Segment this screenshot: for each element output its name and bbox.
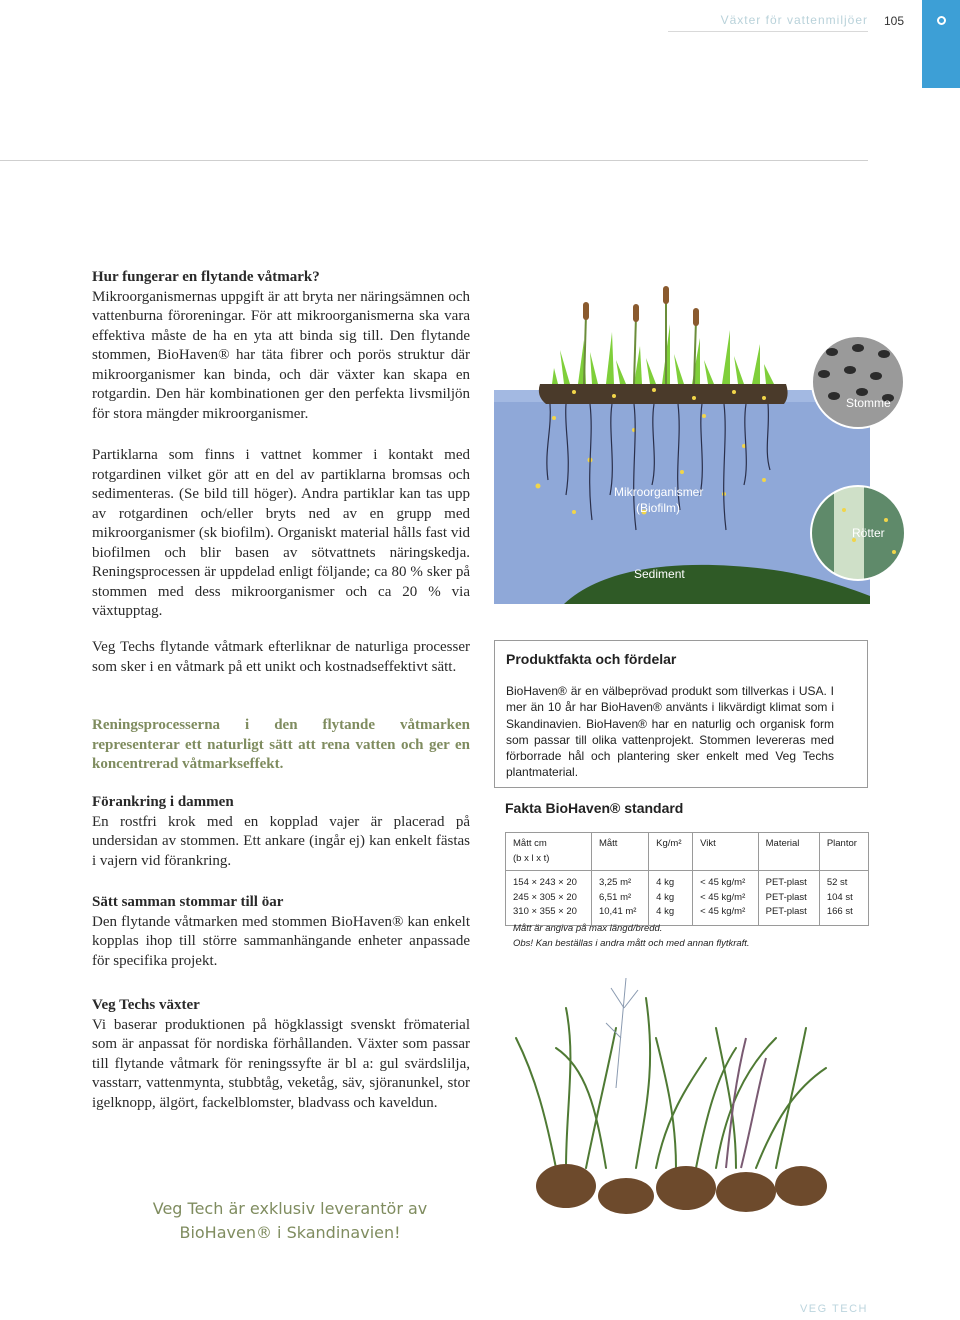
- table-header-row: [506, 833, 869, 871]
- circle-icon: [937, 16, 946, 25]
- product-facts-box: [494, 640, 868, 788]
- header-dimensions: Mått cm (b x l x t): [506, 833, 592, 871]
- particles-block: [92, 446, 470, 622]
- label-microorganisms: Mikroorganismer: [614, 485, 704, 499]
- particles-paragraph: Partiklarna som finns i vattnet kommer i kontakt med rotgardinen vilket gör att en del av partiklarna bromsas och sedimenteras. (Se bild till höger). Andra partiklar kan tas upp av rotgardinen och/eller bryts ned av en grupp med mikroorganismer (sk biofilm). Organiskt material hålls fast vid biofilmen och blir basen av sötvattnets näringskedja. Reningsprocessen är uppdelad enligt följande; ca 80 % sker på stommen med dess mikroorganismer och ca 20 % via växtupptag.: [92, 447, 470, 619]
- table-row: [506, 905, 869, 925]
- page-number: 105: [884, 14, 905, 28]
- intro-heading: Hur fungerar en flytande våtmark?: [92, 269, 320, 285]
- plants-heading: Veg Techs växter: [92, 997, 200, 1013]
- intro-paragraph: Mikroorganismernas uppgift är att bryta ner näringsämnen och vattenburna föroreningar. För att mikroorganismerna ska vara effektiva måste de ha en yta att binda sig till. Den flytande stommen, BioHaven® har täta fibrer och porös struktur där mikroorganismer kan binda, och där växter kan skapa en rotgardin. Den här kombinationen ger den perfekta livsmiljön för stora mängder mikroorganismer.: [92, 288, 470, 422]
- islands-heading: Sätt samman stommar till öar: [92, 894, 284, 910]
- table-cell: PET-plast: [758, 891, 819, 906]
- header-material: Material: [758, 833, 819, 871]
- facts-note-dimensions: Mått är angiva på max längd/bredd.: [513, 923, 663, 934]
- header-divider: [668, 31, 868, 32]
- section-title: Växter för vattenmiljöer: [720, 13, 868, 27]
- anchoring-heading: Förankring i dammen: [92, 794, 234, 810]
- table-cell: 104 st: [819, 891, 868, 906]
- label-stomme: Stomme: [846, 396, 891, 410]
- table-cell: 4 kg: [649, 905, 693, 925]
- table-cell: 245 × 305 × 20: [506, 891, 592, 906]
- table-cell: < 45 kg/m²: [693, 891, 759, 906]
- table-cell: 3,25 m²: [591, 871, 648, 891]
- quote-block: [92, 716, 470, 775]
- table-cell: 154 × 243 × 20: [506, 871, 592, 891]
- table-row: [506, 891, 869, 906]
- tagline: Veg Tech är exklusiv leverantör av BioHaven® i Skandinavien!: [152, 1199, 428, 1242]
- table-cell: 10,41 m²: [591, 905, 648, 925]
- table-row: [506, 871, 869, 891]
- intro-block: [92, 268, 470, 424]
- table-cell: 166 st: [819, 905, 868, 925]
- plants-photo: [496, 968, 872, 1218]
- pull-quote: Reningsprocesserna i den flytande våtmarken representerar ett naturligt sätt att rena vatten och ger en koncentrerad våtmarkseffekt.: [92, 717, 470, 772]
- table-cell: 6,51 m²: [591, 891, 648, 906]
- vegtech-paragraph: Veg Techs flytande våtmark efterliknar de naturliga processer som sker i en våtmark på ett unikt och kostnadseffektivt sätt.: [92, 639, 470, 675]
- table-cell: 52 st: [819, 871, 868, 891]
- anchoring-block: [92, 793, 470, 871]
- table-cell: 4 kg: [649, 891, 693, 906]
- table-cell: 310 × 355 × 20: [506, 905, 592, 925]
- table-cell: < 45 kg/m²: [693, 871, 759, 891]
- facts-title: Fakta BioHaven® standard: [505, 800, 684, 816]
- top-divider: [0, 160, 868, 161]
- label-roots: Rötter: [852, 526, 885, 540]
- plants-paragraph: Vi baserar produktionen på högklassigt svenskt frömaterial som är anpassat för nordiska förhållanden. Växter som passar till flytande våtmark för reningssyfte är bl a: gul svärdslilja, vasstarr, vattenmynta, stubbtåg, veketåg, säv, sjöranunkel, stor igelknopp, älgört, fackelblomster, bladvass och kaveldun.: [92, 1016, 470, 1111]
- table-cell: < 45 kg/m²: [693, 905, 759, 925]
- header-area: Mått: [591, 833, 648, 871]
- floating-mat: [539, 384, 788, 404]
- plants-block: [92, 996, 470, 1113]
- section-tab: [922, 0, 960, 88]
- product-box-title: Produktfakta och fördelar: [506, 651, 677, 667]
- facts-note-order: Obs! Kan beställas i andra mått och med annan flytkraft.: [513, 938, 750, 949]
- vegtech-block: [92, 638, 470, 677]
- label-sediment: Sediment: [634, 567, 685, 581]
- islands-paragraph: Den flytande våtmarken med stommen BioHaven® kan enkelt kopplas ihop till större sammanhängande enheter anpassade för specifika projekt.: [92, 913, 470, 969]
- header-plants: Plantor: [819, 833, 868, 871]
- table-cell: 4 kg: [649, 871, 693, 891]
- label-biofilm: (Biofilm): [636, 501, 680, 515]
- footer-brand: VEG TECH: [799, 1303, 868, 1315]
- product-box-text: BioHaven® är en välbeprövad produkt som tillverkas i USA. I mer än 10 år har BioHaven® använts i likvärdigt klimat som i Skandinavien. BioHaven® har en naturlig och organisk form som passar till olika vattenprojekt. Stommen levereras med förborrade hål och plantering sker enkelt med Veg Techs plantmaterial.: [506, 684, 834, 780]
- biohaven-diagram: [494, 280, 891, 610]
- header-kg-per-m2: Kg/m²: [649, 833, 693, 871]
- header-weight: Vikt: [693, 833, 759, 871]
- facts-table: [505, 832, 869, 926]
- anchoring-paragraph: En rostfri krok med en kopplad vajer är placerad på undersidan av stommen. Ett ankare (ingår ej) kan enkelt fästas i vajern vid förankring.: [92, 813, 470, 869]
- table-cell: PET-plast: [758, 871, 819, 891]
- islands-block: [92, 893, 470, 971]
- table-cell: PET-plast: [758, 905, 819, 925]
